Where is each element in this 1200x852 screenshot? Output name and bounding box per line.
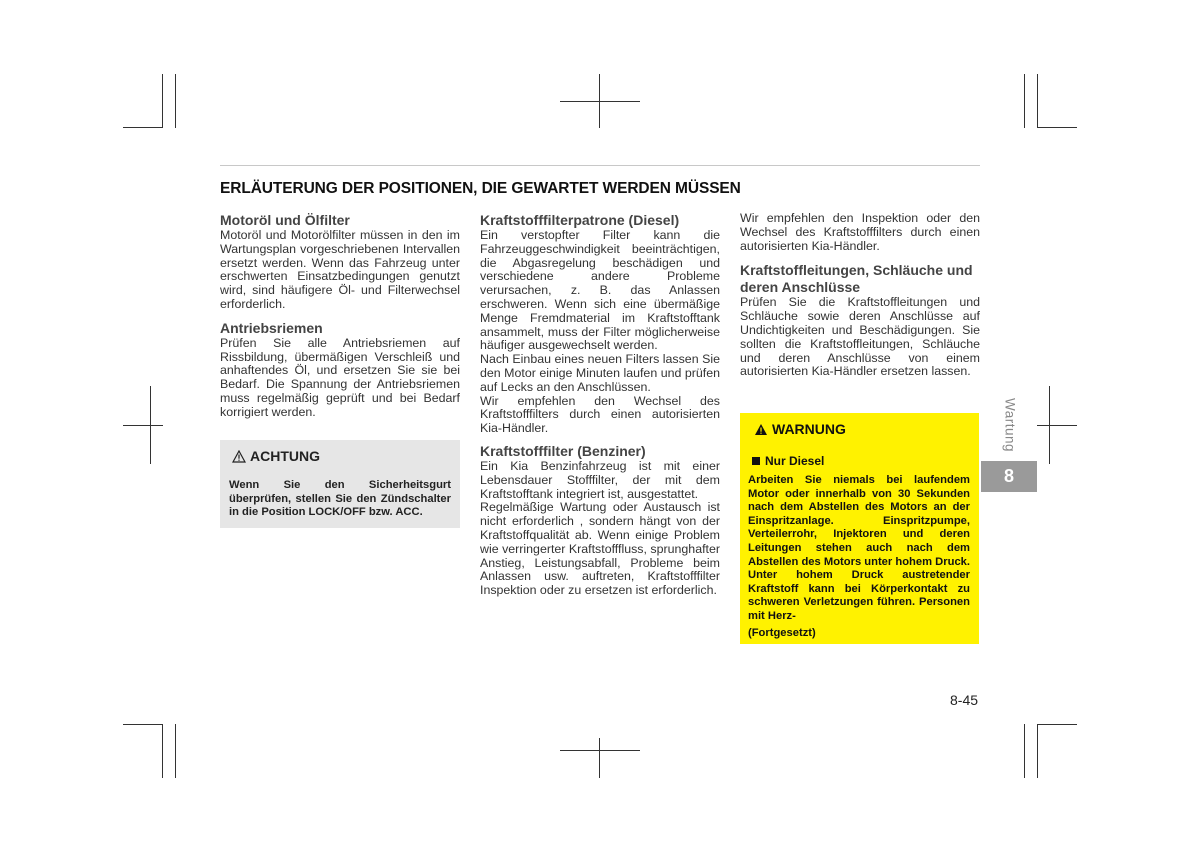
page-number: 8-45 (950, 692, 979, 708)
side-tab-label: Wartung (1002, 397, 1018, 453)
square-bullet-icon (752, 457, 760, 465)
section-text: Ein Kia Benzinfahrzeug ist mit einer Lebensdauer Stofffilter, der mit dem Kraftstofftank integriert ist, ausgestattet. (480, 458, 720, 501)
section-text: Wir empfehlen den Wechsel des Kraftstofffilters durch einen autorisierten Kia-Händler. (480, 393, 720, 436)
section-text: Prüfen Sie die Kraftstoffleitungen und Schläuche sowie deren Anschlüsse auf Undichtigkeiten und Beschädigungen. Sie sollten die Kraftstoffleitungen, Schläuche und deren Anschlüsse von einem autorisierten Kia-Händler ersetzen lassen. (740, 295, 980, 379)
section-text: Prüfen Sie alle Antriebsriemen auf Rissbildung, übermäßigen Verschleiß und anhaftendes Öl, und ersetzen Sie sie bei Bedarf. Die Spannung der Antriebsriemen muss regelmäßig geprüft und bei Bedarf korrigiert werden. (220, 335, 460, 419)
caution-title-text: ACHTUNG (250, 448, 320, 464)
header-rule (220, 165, 980, 166)
warning-title (754, 421, 846, 439)
warning-subtitle-text: Nur Diesel (765, 454, 825, 468)
section-heading: Kraftstoffleitungen, Schläuche und deren Anschlüsse (740, 262, 973, 296)
chapter-tab: 8 (981, 461, 1037, 492)
column-2 (480, 212, 720, 598)
warning-subtitle (752, 454, 824, 468)
caution-box (220, 440, 460, 528)
section-heading: Motoröl und Ölfilter (220, 212, 350, 228)
warning-title-text: WARNUNG (772, 421, 846, 437)
section-text: Ein verstopfter Filter kann die Fahrzeuggeschwindigkeit beeinträchtigen, die Abgasregelung beschädigen und verschiedene andere Probleme verursachen, z. B. das Anlassen erschweren. Wenn sich eine übermäßige Menge Fremdmaterial im Kraftstofftank ansammelt, muss der Filter möglicherweise häufiger ausgewechselt werden. (480, 228, 720, 353)
warning-triangle-filled-icon (754, 423, 768, 439)
section-text: Nach Einbau eines neuen Filters lassen Sie den Motor einige Minuten laufen und prüfen auf Lecks an den Anschlüssen. (480, 352, 720, 394)
continued-label: (Fortgesetzt) (748, 627, 816, 639)
section-heading: Antriebsriemen (220, 319, 323, 336)
warning-box (740, 413, 979, 644)
caution-text: Wenn Sie den Sicherheitsgurt überprüfen, stellen Sie den Zündschalter in die Position LOCK/OFF bzw. ACC. (229, 479, 451, 519)
warning-text: Arbeiten Sie niemals bei laufendem Motor oder innerhalb von 30 Sekunden nach dem Abstellen des Motors an der Einspritzanlage. Einspritzpumpe, Verteilerrohr, Injektoren und deren Leitungen stehen auch nach dem Abstellen des Motors unter hohem Druck. Unter hohem Druck austretender Kraftstoff kann bei Körperkontakt zu schweren Verletzungen führen. Personen mit Herz- (748, 474, 970, 622)
section-text: Motoröl und Motorölfilter müssen in den im Wartungsplan vorgeschriebenen Intervallen ersetzt werden. Wenn das Fahrzeug unter erschwerten Einsatzbedingungen genutzt wird, sind häufigere Öl- und Filterwechsel erforderlich. (220, 228, 460, 311)
section-heading: Kraftstofffilter (Benziner) (480, 442, 646, 459)
page-title: ERLÄUTERUNG DER POSITIONEN, DIE GEWARTET WERDEN MÜSSEN (220, 180, 741, 197)
section-text: Regelmäßige Wartung oder Austausch ist nicht erforderlich , sondern hängt von der Kraftstoffqualität ab. Wenn einige Problem wie verringerter Kraftstofffluss, sprunghafter Anstieg, Leistungsabfall, Probleme beim Anlassen usw. auftreten, Kraftstofffilter Inspektion oder zu ersetzen ist erforderlich. (480, 500, 720, 598)
section-text: Wir empfehlen den Inspektion oder den Wechsel des Kraftstofffilters durch einen autorisierten Kia-Händler. (740, 211, 980, 253)
section-heading: Kraftstofffilterpatrone (Diesel) (480, 212, 680, 228)
column-3 (740, 212, 980, 379)
caution-title (232, 448, 320, 466)
column-1 (220, 212, 460, 420)
warning-triangle-outline-icon (232, 450, 246, 466)
